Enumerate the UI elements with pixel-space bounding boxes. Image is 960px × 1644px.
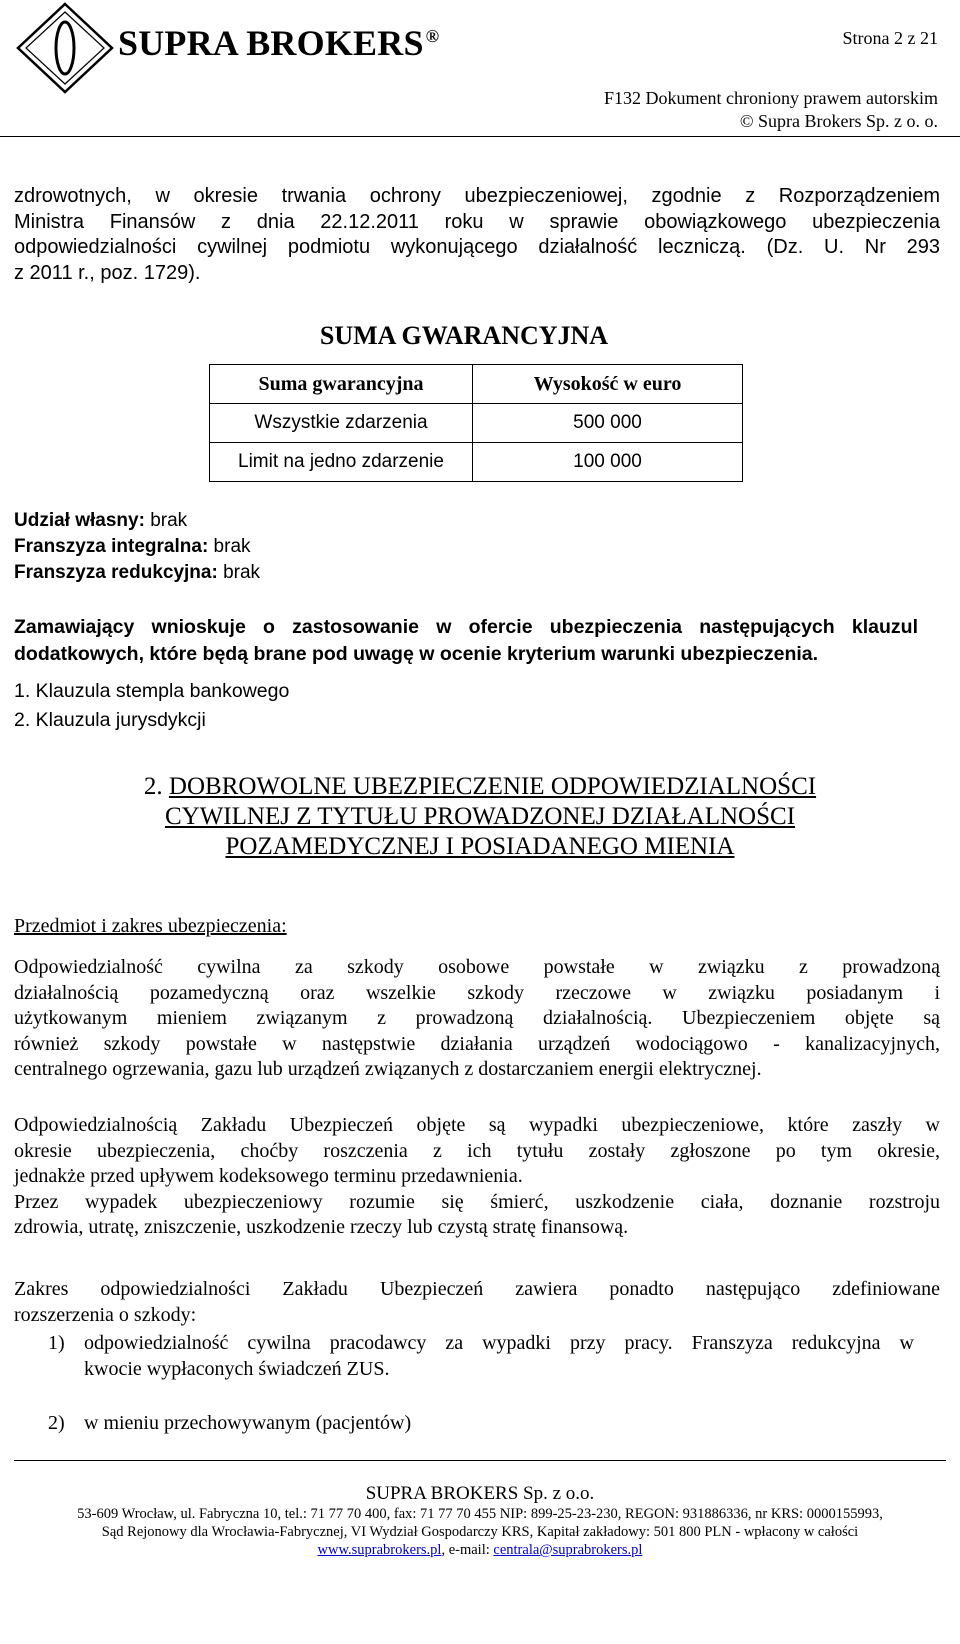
deductibles-list: [14, 508, 260, 586]
table-row: [210, 443, 743, 482]
table-row: [210, 404, 743, 443]
column-header: Wysokość w euro: [473, 365, 743, 404]
list-item: w mieniu przechowywanym (pacjentów): [84, 1412, 412, 1434]
copyright-owner: © Supra Brokers Sp. z o. o.: [739, 111, 938, 131]
clauses-list: [14, 677, 289, 735]
supra-brokers-logo: [14, 2, 116, 94]
intro-line: z 2011 r., poz. 1729).: [14, 261, 201, 284]
brand-name: SUPRA BROKERS ®: [118, 23, 440, 63]
paragraph: Zakres odpowiedzialności Zakładu Ubezpieczeń zawiera ponadto następująco zdefiniowane rozszerzenia o szkody:: [14, 1278, 940, 1326]
paragraph: Odpowiedzialność cywilna za szkody osobowe powstałe w związku z prowadzoną działalnością pozamedyczną oraz wszelkie szkody rzeczowe w związku posiadanym i użytkowanym mieniem związanym z prowadzoną działalnością. Ubezpieczeniem objęte są również szkody powstałe w następstwie działania urządzeń wodociągowo - kanalizacyjnych, centralnego ogrzewania, gazu lub urządzeń związanych z dostarczaniem energii elektrycznej.: [14, 956, 940, 1080]
section-number: 2.: [143, 773, 163, 800]
email-link[interactable]: centrala@suprabrokers.pl: [493, 1542, 643, 1558]
footer-company: SUPRA BROKERS Sp. z o.o.: [365, 1483, 595, 1504]
header-divider: [0, 136, 960, 137]
website-link[interactable]: www.suprabrokers.pl: [317, 1542, 442, 1558]
list-item: Franszyza redukcyjna: brak: [14, 562, 261, 583]
column-header: Suma gwarancyjna: [210, 365, 473, 404]
intro-line: Ministra Finansów z dnia 22.12.2011 roku w sprawie obowiązkowego ubezpieczenia: [14, 210, 940, 233]
registered-mark: ®: [425, 26, 440, 46]
list-item: Franszyza integralna: brak: [14, 536, 251, 557]
copyright-notice: F132 Dokument chroniony prawem autorskim: [604, 88, 938, 108]
list-item: odpowiedzialność cywilna pracodawcy za wypadki przy pracy. Franszyza redukcyjna w kwocie wypłaconych świadczeń ZUS.: [84, 1332, 914, 1380]
intro-line: zdrowotnych, w okresie trwania ochrony ubezpieczeniowej, zgodnie z Rozporządzeniem: [14, 185, 940, 207]
guarantee-title: SUMA GWARANCYJNA: [319, 321, 609, 350]
table-header-row: [210, 365, 743, 404]
table-cell: Wszystkie zdarzenia: [210, 404, 473, 443]
intro-line: odpowiedzialności cywilnej podmiotu wykonującego działalność leczniczą. (Dz. U. Nr 293: [14, 236, 940, 258]
section-heading: 2. DOBROWOLNE UBEZPIECZENIE ODPOWIEDZIALNOŚCI CYWILNEJ Z TYTUŁU PROWADZONEJ DZIAŁALNOŚCI POZAMEDYCZNEJ I POSIADANEGO MIENIA: [143, 773, 817, 860]
footer: [0, 1483, 960, 1559]
list-number: 1): [48, 1332, 65, 1354]
footer-divider: [14, 1460, 946, 1461]
list-item: 1. Klauzula stempla bankowego: [14, 680, 290, 702]
list-item: Udział własny: brak: [14, 510, 188, 531]
intro-paragraph: [14, 184, 940, 286]
extension-list: [0, 1331, 940, 1441]
page-number: Strona 2 z 21: [842, 28, 938, 48]
clauses-lead: Zamawiający wnioskuje o zastosowanie w ofercie ubezpieczenia następujących klauzul dodatkowych, które będą brane pod uwagę w ocenie kryterium warunki ubezpieczenia.: [14, 616, 918, 665]
guarantee-table: [209, 364, 743, 482]
list-item: 2. Klauzula jurysdykcji: [14, 709, 206, 731]
table-cell: 500 000: [473, 404, 743, 443]
subject-heading: Przedmiot i zakres ubezpieczenia:: [14, 915, 287, 937]
list-number: 2): [48, 1412, 65, 1434]
footer-address: 53-609 Wrocław, ul. Fabryczna 10, tel.: 71 77 70 400, fax: 71 77 70 455 NIP: 899-25-23-230, REGON: 931886336, nr KRS: 0000155993,: [77, 1506, 883, 1522]
paragraph: Odpowiedzialnością Zakładu Ubezpieczeń objęte są wypadki ubezpieczeniowe, które zaszły w okresie ubezpieczenia, choćby roszczenia z ich tytułu zostały zgłoszone po tym okresie, jednakże przed upływem kodeksowego terminu przedawnienia. Przez wypadek ubezpieczeniowy rozumie się śmierć, uszkodzenie ciała, doznanie rozstroju zdrowia, utratę, zniszczenie, uszkodzenie rzeczy lub czystą stratę finansową.: [14, 1114, 940, 1238]
footer-contact: www.suprabrokers.pl, e-mail: centrala@suprabrokers.pl: [317, 1542, 643, 1558]
footer-registry: Sąd Rejonowy dla Wrocławia-Fabrycznej, VI Wydział Gospodarczy KRS, Kapitał zakładowy: 501 800 PLN - wpłacony w całości: [101, 1524, 859, 1540]
table-cell: Limit na jedno zdarzenie: [210, 443, 473, 482]
table-cell: 100 000: [473, 443, 743, 482]
